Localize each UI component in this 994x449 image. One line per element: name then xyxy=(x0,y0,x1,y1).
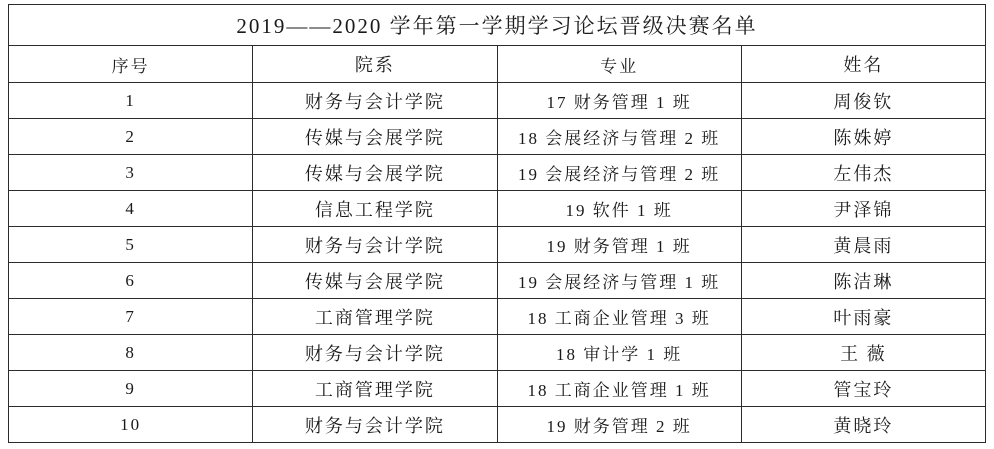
cell-index: 7 xyxy=(9,299,253,335)
cell-name: 周俊钦 xyxy=(741,83,985,119)
cell-name: 黄晨雨 xyxy=(741,227,985,263)
table-row xyxy=(9,335,986,371)
table-row xyxy=(9,155,986,191)
column-header-department: 院系 xyxy=(253,46,497,83)
cell-major: 19 会展经济与管理 2 班 xyxy=(497,155,741,191)
table-row xyxy=(9,227,986,263)
cell-name: 陈洁琳 xyxy=(741,263,985,299)
cell-major: 18 工商企业管理 3 班 xyxy=(497,299,741,335)
column-header-index: 序号 xyxy=(9,46,253,83)
cell-department: 工商管理学院 xyxy=(253,299,497,335)
cell-name: 黄晓玲 xyxy=(741,407,985,443)
table-row xyxy=(9,119,986,155)
cell-name: 王 薇 xyxy=(741,335,985,371)
roster-table xyxy=(8,4,986,443)
cell-name: 左伟杰 xyxy=(741,155,985,191)
cell-department: 财务与会计学院 xyxy=(253,335,497,371)
cell-name: 叶雨豪 xyxy=(741,299,985,335)
cell-department: 财务与会计学院 xyxy=(253,227,497,263)
cell-department: 传媒与会展学院 xyxy=(253,155,497,191)
title-row xyxy=(9,5,986,46)
cell-index: 1 xyxy=(9,83,253,119)
cell-name: 陈姝婷 xyxy=(741,119,985,155)
cell-index: 9 xyxy=(9,371,253,407)
cell-major: 18 工商企业管理 1 班 xyxy=(497,371,741,407)
table-row xyxy=(9,371,986,407)
cell-major: 17 财务管理 1 班 xyxy=(497,83,741,119)
table-row xyxy=(9,299,986,335)
document-title: 2019——2020 学年第一学期学习论坛晋级决赛名单 xyxy=(9,5,986,46)
cell-index: 4 xyxy=(9,191,253,227)
cell-name: 管宝玲 xyxy=(741,371,985,407)
cell-index: 10 xyxy=(9,407,253,443)
cell-major: 19 财务管理 1 班 xyxy=(497,227,741,263)
cell-department: 传媒与会展学院 xyxy=(253,119,497,155)
column-header-row xyxy=(9,46,986,83)
cell-department: 财务与会计学院 xyxy=(253,83,497,119)
column-header-name: 姓名 xyxy=(741,46,985,83)
column-header-major: 专业 xyxy=(497,46,741,83)
cell-major: 19 会展经济与管理 1 班 xyxy=(497,263,741,299)
cell-major: 18 会展经济与管理 2 班 xyxy=(497,119,741,155)
cell-index: 8 xyxy=(9,335,253,371)
table-body xyxy=(9,83,986,443)
cell-index: 6 xyxy=(9,263,253,299)
table-row xyxy=(9,191,986,227)
cell-major: 19 财务管理 2 班 xyxy=(497,407,741,443)
table-row xyxy=(9,83,986,119)
cell-department: 信息工程学院 xyxy=(253,191,497,227)
cell-index: 5 xyxy=(9,227,253,263)
cell-major: 19 软件 1 班 xyxy=(497,191,741,227)
cell-index: 3 xyxy=(9,155,253,191)
cell-department: 传媒与会展学院 xyxy=(253,263,497,299)
cell-major: 18 审计学 1 班 xyxy=(497,335,741,371)
table-header xyxy=(9,5,986,83)
cell-department: 财务与会计学院 xyxy=(253,407,497,443)
cell-index: 2 xyxy=(9,119,253,155)
table-row xyxy=(9,263,986,299)
table-row xyxy=(9,407,986,443)
cell-name: 尹泽锦 xyxy=(741,191,985,227)
cell-department: 工商管理学院 xyxy=(253,371,497,407)
